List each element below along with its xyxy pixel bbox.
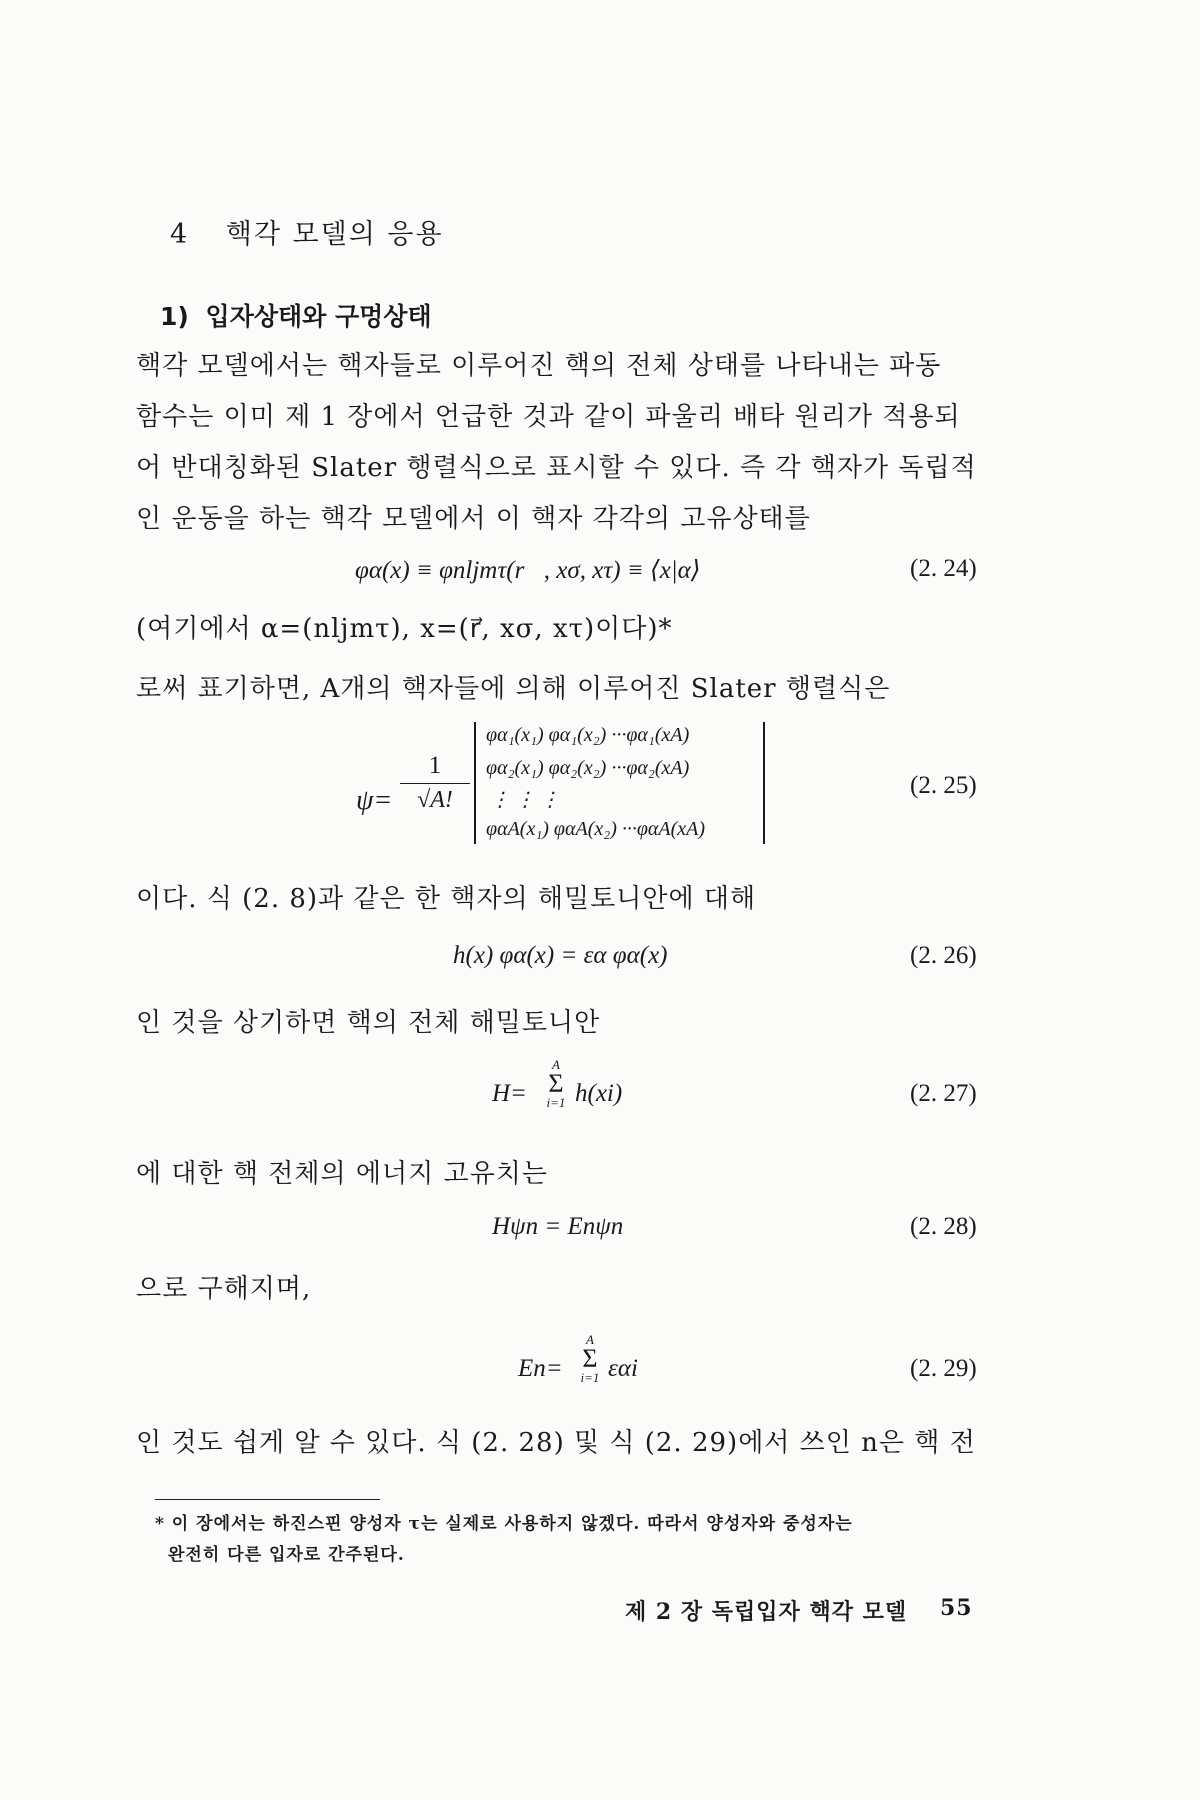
sum-upper-limit: A	[552, 1057, 560, 1072]
page-number: 55	[940, 1595, 973, 1621]
matrix-row: φαA(x₁) φαA(x₂) ···φαA(xA)	[486, 818, 706, 840]
footnote-line: 완전히 다른 입자로 간주된다.	[168, 1545, 405, 1565]
section-heading	[170, 212, 444, 251]
equation-number: (2. 27)	[910, 1080, 977, 1107]
equation-2-29-lhs: En=	[518, 1355, 563, 1382]
subsection-title: 입자상태와 구멍상태	[205, 302, 432, 331]
determinant-right-bar	[763, 722, 765, 844]
sum-symbol: Σ	[548, 1069, 564, 1098]
running-footer-chapter: 제 2 장 독립입자 핵각 모델	[625, 1599, 908, 1625]
paragraph-line: 에 대한 핵 전체의 에너지 고유치는	[136, 1159, 548, 1189]
equation-2-29-rhs: εαi	[608, 1355, 638, 1382]
equation-2-28: Hψn = Enψn	[492, 1213, 624, 1240]
footnote-line: * 이 장에서는 하진스핀 양성자 τ는 실제로 사용하지 않겠다. 따라서 양성자와 중성자는	[155, 1514, 853, 1534]
matrix-row: φα₂(x₁) φα₂(x₂) ···φα₂(xA)	[486, 757, 690, 779]
equation-number: (2. 28)	[910, 1213, 977, 1240]
equation-2-24: φα(x) ≡ φnljmτ(r⃗, xσ, xτ) ≡ ⟨x|α⟩	[355, 557, 701, 584]
fraction-bar	[400, 783, 470, 784]
sum-symbol: Σ	[582, 1344, 598, 1373]
fraction-denominator: √A!	[417, 787, 453, 813]
sum-lower-limit: i=1	[546, 1095, 566, 1110]
paragraph-line: 으로 구해지며,	[136, 1274, 312, 1304]
paragraph-line: 이다. 식 (2. 8)과 같은 한 핵자의 해밀토니안에 대해	[136, 884, 757, 914]
equation-number: (2. 24)	[910, 555, 977, 582]
paragraph-line: 핵각 모델에서는 핵자들로 이루어진 핵의 전체 상태를 나타내는 파동	[136, 351, 942, 381]
matrix-row: φα₁(x₁) φα₁(x₂) ···φα₁(xA)	[486, 724, 690, 746]
equation-number: (2. 25)	[910, 772, 977, 799]
psi-lhs: ψ=	[356, 785, 393, 816]
fraction-numerator: 1	[428, 752, 442, 779]
paragraph-line: 인 것을 상기하면 핵의 전체 해밀토니안	[136, 1008, 601, 1038]
paragraph-line: 인 것도 쉽게 알 수 있다. 식 (2. 28) 및 식 (2. 29)에서 쓰인 n은 핵 전	[136, 1428, 976, 1458]
section-title: 핵각 모델의 응용	[225, 219, 444, 250]
paragraph-line: 함수는 이미 제 1 장에서 언급한 것과 같이 파울리 배타 원리가 적용되	[136, 402, 961, 432]
sum-upper-limit: A	[586, 1332, 594, 1347]
summation	[542, 1058, 570, 1110]
equation-number: (2. 29)	[910, 1355, 977, 1382]
section-number: 4	[170, 219, 190, 250]
subsection-number: 1)	[160, 302, 189, 331]
equation-2-27-lhs: H=	[492, 1080, 527, 1107]
summation	[576, 1333, 604, 1385]
determinant-left-bar	[474, 722, 476, 844]
equation-number: (2. 26)	[910, 942, 977, 969]
matrix-row: ⋮ ⋮ ⋮	[490, 789, 560, 811]
footnote-rule	[155, 1499, 380, 1500]
subsection-heading	[160, 297, 432, 333]
sum-lower-limit: i=1	[580, 1370, 600, 1385]
equation-2-26: h(x) φα(x) = εα φα(x)	[453, 942, 668, 969]
paragraph-line: 어 반대칭화된 Slater 행렬식으로 표시할 수 있다. 즉 각 핵자가 독립적	[136, 453, 977, 483]
paragraph-line: 로써 표기하면, A개의 핵자들에 의해 이루어진 Slater 행렬식은	[136, 674, 891, 704]
definition-note: (여기에서 α=(nljmτ), x=(r⃗, xσ, xτ)이다)*	[136, 614, 673, 644]
paragraph-line: 인 운동을 하는 핵각 모델에서 이 핵자 각각의 고유상태를	[136, 504, 811, 534]
fraction	[400, 752, 470, 814]
equation-2-27-rhs: h(xi)	[575, 1080, 623, 1107]
